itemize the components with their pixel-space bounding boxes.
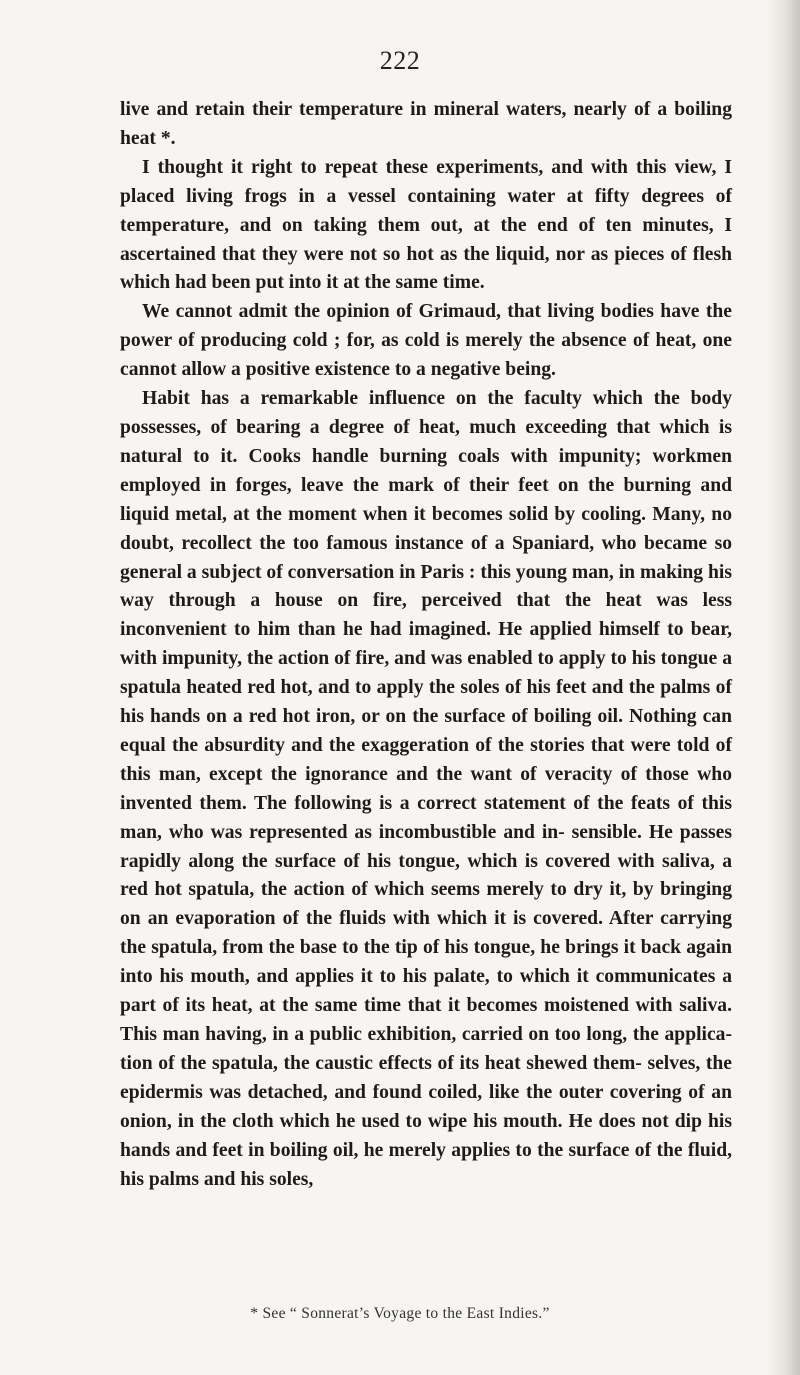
paragraph-grimaud-opinion: We cannot admit the opinion of Grimaud, that living bodies have the power of producing cold ; for, as cold is merely the absence of heat, one cannot allow a positive existence to a negative being.: [120, 301, 732, 381]
page-edge-shadow: [766, 0, 800, 1375]
paragraph-frog-experiment: I thought it right to repeat these experiments, and with this view, I placed living frogs in a vessel containing water at fifty degrees of temperature, and on taking them out, at the end of ten minutes, I ascertained that they were not so hot as the liquid, nor as pieces of flesh which had been put into it at the same time.: [120, 156, 732, 294]
paragraph-habit-heat: Habit has a remarkable influence on the faculty which the body possesses, of bearing a degree of heat, much exceeding that which is natural to it. Cooks handle burning coals with impunity; workmen employed in forges, leave the mark of their feet on the burning and liquid metal, at the moment when it becomes solid by cooling. Many, no doubt, recollect the too famous instance of a Spaniard, who became so general a subject of conversation in Paris : this young man, in making his way through a house on fire, perceived that the heat was less inconvenient to him than he had imagined. He applied himself to bear, with impunity, the action of fire, and was enabled to apply to his tongue a spatula heated red hot, and to apply the soles of his feet and the palms of his hands on a red hot iron, or on the surface of boiling oil. Nothing can equal the absurdity and the exaggeration of the stories that were told of this man, except the ignorance and the want of veracity of those who invented them. The following is a correct statement of the feats of this man, who was represented as incombustible and in- sensible. He passes rapidly along the surface of his tongue, which is covered with saliva, a red hot spatula, the action of which seems merely to dry it, by bringing on an evaporation of the fluids with which it is covered. After carrying the spatula, from the base to the tip of his tongue, he brings it back again into his mouth, and applies it to his palate, to which it communicates a part of its heat, at the same time that it becomes moistened with saliva. This man having, in a public exhibition, carried on too long, the applica- tion of the spatula, the caustic effects of its heat shewed them- selves, the epidermis was detached, and found coiled, like the outer covering of an onion, in the cloth which he used to wipe his mouth. He does not dip his hands and feet in boiling oil, he merely applies to the surface of the fluid, his palms and his soles,: [120, 388, 732, 1190]
page-number: 222: [379, 46, 421, 75]
footnote: * See “ Sonnerat’s Voyage to the East Indies.”: [250, 1305, 550, 1322]
body-text: [120, 96, 732, 1194]
paragraph-continuation: live and retain their temperature in mineral waters, nearly of a boiling heat *.: [120, 99, 732, 149]
